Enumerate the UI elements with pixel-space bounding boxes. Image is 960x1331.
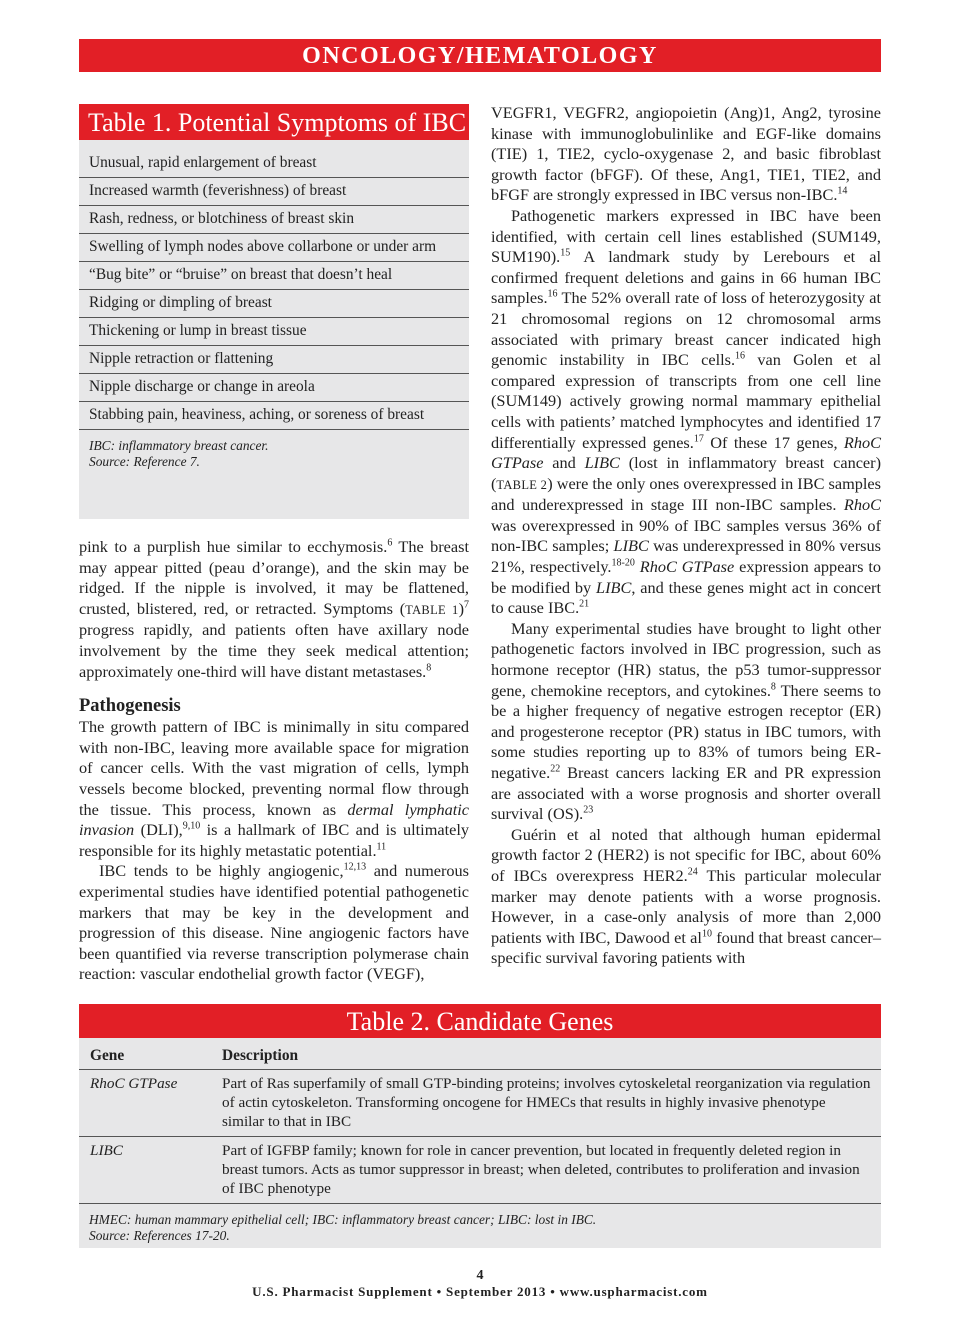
table-row: Nipple discharge or change in areola [79,374,469,402]
gene-description: Part of Ras superfamily of small GTP-binding proteins; involves cytoskeletal reorganization via regulation of actin cytoskeleton. Transforming oncogene for HMECs that results in highly invasive phenotype similar to that in IBC [222,1075,871,1130]
table-row: Swelling of lymph nodes above collarbone or under arm [79,234,469,262]
column-header-gene: Gene [90,1047,125,1064]
table-2-footnote: HMEC: human mammary epithelial cell; IBC: inflammatory breast cancer; LIBC: lost in IBC. [89,1212,597,1227]
section-heading-pathogenesis: Pathogenesis [79,696,181,717]
table-row: Rash, redness, or blotchiness of breast skin [79,206,469,234]
section-banner: ONCOLOGY/HEMATOLOGY [79,39,881,72]
table-1-title: Table 1. Potential Symptoms of IBC [79,104,469,140]
table-row: Unusual, rapid enlargement of breast [79,150,469,178]
right-column-text: VEGFR1, VEGFR2, angiopoietin (Ang)1, Ang2, tyrosine kinase with immunoglobulinlike and EGF-like domains (TIE) 1, TIE2, cyclo-oxygenase 2, and basic fibroblast growth factor (bFGF). Of these, Ang1, TIE1, TIE2, and bFGF are strongly expressed in IBC versus non-IBC.$^{14}$ Pathogenetic markers expressed in IBC have been identified, with certain cell lines established (SUM149, SUM190).$^{15}$ A landmark study by Lerebours et al confirmed frequent deletions and gains in 66 human IBC samples.$^{16}$ The 52% overall rate of loss of heterozygosity at 21 chromosomal regions on 12 chromosomal arms associated with primary breast cancer indicated high genomic instability in IBC cells.$^{16}$ van Golen et al compared expression of transcripts from one cell line (SUM149) actively growing normal mammary epithelial cells with patients’ matched lymphocytes and identified 17 differentially expressed genes.$^{17}$ Of these 17 genes, RhoC GTPase and LIBC (lost in inflammatory breast cancer) (TABLE 2) were the only ones overexpressed in IBC samples and underexpressed in stage III non-IBC samples. RhoC was overexpressed in 90% of IBC samples versus 36% of non-IBC samples; LIBC was underexpressed in 80% versus 21%, respectively.$^{18-20}$ RhoC GTPase expression appears to be modified by LIBC, and these genes might act in concert to cause IBC.$^{21}$ Many experimental studies have brought to light other pathogenetic factors involved in IBC progression, such as hormone receptor (HR) status, the p53 tumor-suppressor gene, chemokine receptors, and cytokines.$^8$ There seems to be a higher frequency of negative estrogen receptor (ER) and progesterone receptor (PR) status in IBC tumors, with some studies reporting up to 83% of tumors being ER-negative.$^{22}$ Breast cancers lacking ER and PR expression are associated with a worse prognosis and shorter overall survival (OS).$^{23}$ Guérin et al noted that although human epidermal growth factor 2 (HER2) is not specific for IBC, about 60% of IBCs overexpress HER2.24 This particular molecular marker may denote patients with a worse prognosis. However, in a case-only analysis of more than 2,000 patients with IBC, Dawood et $al^{10}$ found that breast cancer–specific survival favoring patients with [491,103,882,968]
table-row [79,1137,881,1204]
footer-publication: U.S. Pharmacist Supplement • September 2013 • www.uspharmacist.com [252,1284,708,1299]
table-1 [79,104,469,519]
gene-name: LIBC [90,1142,123,1159]
page-number: 4 [476,1268,484,1283]
column-header-description: Description [222,1047,299,1064]
table-2 [79,1004,881,1248]
table-row: Thickening or lump in breast tissue [79,318,469,346]
table-1-source: Source: Reference 7. [89,453,200,469]
table-row [79,1070,881,1137]
left-column-text: pink to a purplish hue similar to ecchymosis.$^6$ The breast may appear pitted (peau d’orange), and the skin may be ridged. If the nipple is involved, it may be flattened, crusted, blistered, red, or retracted. Symptoms (TABLE 1)$^7$ progress rapidly, and patients often have axillary node involvement by the time they seek medical attention; approximately one-third will have distant metastases.$^8$ Pathogenesis The growth pattern of IBC is minimally in situ compared with non-IBC, leaving more available space for migration of cancer cells. With the vast migration of cells, lymph vessels become blocked, preventing normal flow through the tissue. This process, known as dermal lymphatic invasion (DLI),$^{9,10}$ is a hallmark of IBC and is ultimately responsible for its highly metastatic potential.$^{11}$ IBC tends to be highly angiogenic,$^{12,13}$ and numerous experimental studies have identified potential pathogenetic markers that may be key in the development and progression of this disease. Nine angiogenic factors have been quantified via reverse transcription polymerase chain reaction: vascular endothelial growth factor (VEGF), [79,537,470,984]
table-2-source: Source: References 17-20. [89,1227,230,1243]
table-row: Increased warmth (feverishness) of breast [79,178,469,206]
gene-description: Part of IGFBP family; known for role in cancer prevention, but located in frequently deleted region in breast tumors. Acts as tumor suppressor in breast; when deleted, contributes to proliferation and invasion of IBC phenotype [222,1142,860,1197]
table-row: “Bug bite” or “bruise” on breast that doesn’t heal [79,262,469,290]
table-row: Ridging or dimpling of breast [79,290,469,318]
table-2-header [79,1038,881,1070]
table-1-footnote: IBC: inflammatory breast cancer. [89,438,269,453]
gene-name: RhoC GTPase [90,1075,178,1092]
table-2-title: Table 2. Candidate Genes [79,1004,881,1038]
table-row: Stabbing pain, heaviness, aching, or soreness of breast [79,402,469,430]
table-row: Nipple retraction or flattening [79,346,469,374]
